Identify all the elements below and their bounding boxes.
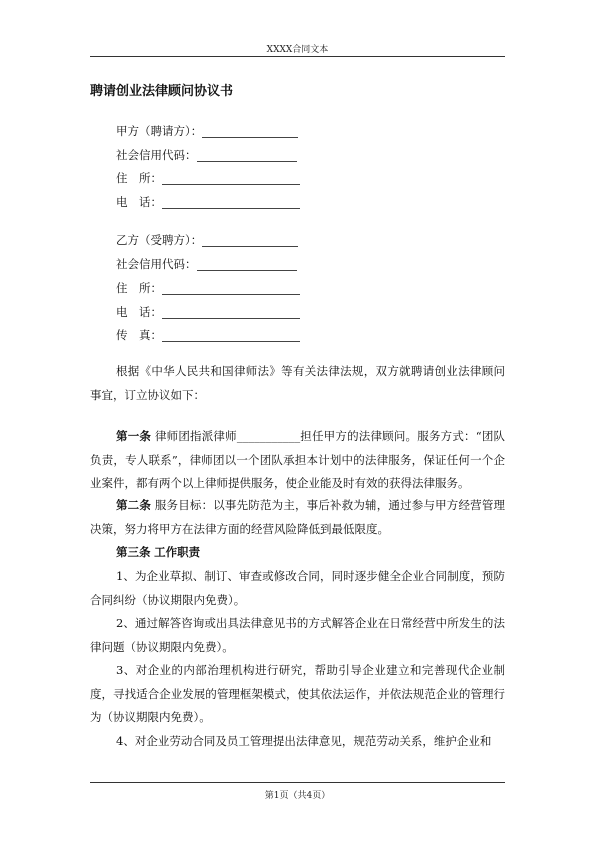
article-3-item-2: 2、通过解答咨询或出具法律意见书的方式解答企业在日常经营中所发生的法律问题（协议期限内免费）。 [90,616,505,654]
party-b-name-label: 乙方（受聘方）： [116,233,203,247]
party-a-credit-blank [197,149,297,162]
party-b-credit-label: 社会信用代码： [116,257,197,271]
party-a-phone-field [116,195,300,209]
party-b-credit-field [116,257,297,271]
article-3-item-4: 4、对企业劳动合同及员工管理提出法律意见，规范劳动关系，维护企业和 [116,734,492,748]
party-b-fax-field [116,328,300,342]
page-header: XXXX合同文本 [266,45,329,55]
party-b-fax-label: 传 真： [116,328,162,342]
header-divider [90,56,505,57]
intro-paragraph: 根据《中华人民共和国律师法》等有关法律法规，双方就聘请创业法律顾问事宜，订立协议如下： [90,364,505,402]
article-2-text: 服务目标：以事先防范为主，事后补救为辅，通过参与甲方经营管理决策，努力将甲方在法律方面的经营风险降低到最低限度。 [90,498,506,536]
article-1-text-after: 担任甲方的法律顾问。服务方式：“团队负责，专人联系”，律师团以一个团队承担本计划中的法律服务，保证任何一个企业案件，都有两个以上律师提供服务，使企业能及时有效的获得法律服务。 [90,429,506,490]
page-footer: 第1页（共4页） [264,791,331,801]
article-3-heading: 第三条 [116,545,151,559]
article-3-heading-line [90,541,505,565]
article-1-text-before: 律师团指派律师 [154,429,237,443]
article-3-item-3: 3、对企业的内部治理机构进行研究，帮助引导企业建立和完善现代企业制度，寻找适合企业发展的管理框架模式，使其依法运作，并依法规范企业的管理行为（协议期限内免费）。 [90,663,505,724]
party-a-address-blank [162,172,300,185]
party-a-phone-label: 电 话： [116,195,162,209]
party-b-address-label: 住 所： [116,281,162,295]
article-1-heading: 第一条 [116,429,152,443]
party-a-name-field [116,124,298,138]
party-a-name-label: 甲方（聘请方）： [116,124,203,138]
party-b-address-blank [162,282,300,295]
party-a-credit-field [116,148,297,162]
article-3-subheading: 工作职责 [154,545,201,559]
article-2-heading: 第二条 [116,498,152,512]
party-a-address-label: 住 所： [116,171,162,185]
document-title: 聘请创业法律顾问协议书 [90,84,234,99]
article-3-item-1: 1、为企业草拟、制订、审查或修改合同，同时逐步健全企业合同制度，预防合同纠纷（协议期限内免费）。 [90,569,505,607]
party-a-phone-blank [162,196,300,209]
party-b-address-field [116,281,300,295]
party-a-credit-label: 社会信用代码： [116,148,197,162]
article-1-paragraph [90,425,505,496]
footer-divider [90,782,505,783]
party-b-phone-field [116,305,300,319]
party-b-name-field [116,233,298,247]
party-a-address-field [116,171,300,185]
party-b-credit-blank [197,258,297,271]
article-2-paragraph [90,494,505,541]
party-b-phone-blank [162,306,300,319]
party-a-name-blank [202,125,298,138]
party-b-fax-blank [162,329,300,342]
party-b-name-blank [202,234,298,247]
party-b-phone-label: 电 话： [116,305,162,319]
article-1-blank: ___________ [236,429,301,443]
